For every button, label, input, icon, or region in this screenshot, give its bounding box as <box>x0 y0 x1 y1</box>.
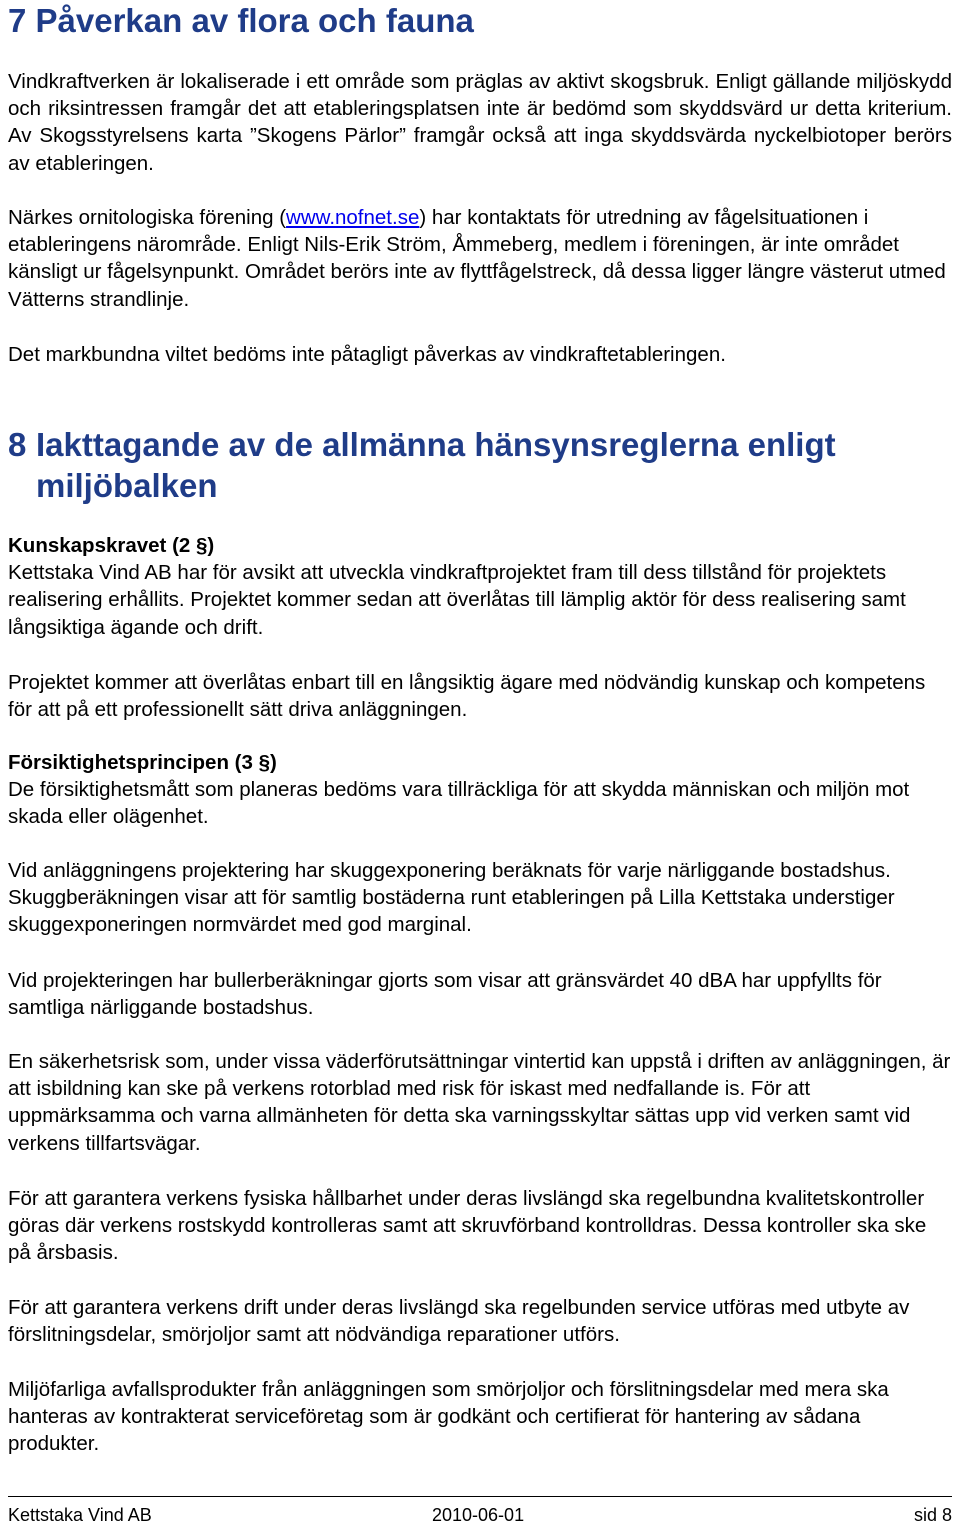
nofnet-link[interactable]: www.nofnet.se <box>286 206 420 229</box>
section-8-number: 8 <box>8 426 27 463</box>
section-8-title-line-1: Iakttagande av de allmänna hänsynsreglerna enligt <box>36 426 836 463</box>
paragraph-2-intro: Närkes ornitologiska förening ( <box>8 206 287 229</box>
iskast-paragraph: En säkerhetsrisk som, under vissa väderförutsättningar vintertid kan uppstå i driften av anläggningen, är att isbildning kan ske på verkens rotorblad med risk för iskast med nedfallande is. För att uppmärksamma och varna allmänheten för detta ska varningsskyltar sättas upp vid verken samt vid verkens tillfartsvägar. <box>8 1050 951 1155</box>
footer-page-number: sid 8 <box>913 1505 952 1525</box>
section-8-title-line-2: miljöbalken <box>36 467 218 504</box>
hallbarhet-paragraph: För att garantera verkens fysiska hållbarhet under deras livslängd ska regelbundna kvalitetskontroller göras där verkens rostskydd kontrolleras samt att skruvförband kontrolldras. Dessa kontroller ska ske på årsbasis. <box>8 1187 927 1265</box>
forsiktighetsprincipen-text: De försiktighetsmått som planeras bedöms vara tillräckliga för att skydda människan och miljön mot skada eller olägenhet. <box>8 778 910 829</box>
kunskapskravet-block <box>8 532 952 641</box>
skuggexponering-paragraph: Vid anläggningens projektering har skuggexponering beräknats för varje närliggande bostadshus. Skuggberäkningen visar att för samtlig bostäderna runt etableringen på Lilla Kettstaka understiger skuggexponeringen normvärdet med god marginal. <box>8 859 895 937</box>
footer-divider <box>8 1496 952 1497</box>
section-7-heading: 7 Påverkan av flora och fauna <box>8 2 474 39</box>
section-7-paragraph-1: Vindkraftverken är lokaliserade i ett område som präglas av aktivt skogsbruk. Enligt gällande miljöskydd och riksintressen framgår det att etableringsplatsen inte är bedömd som skyddsvärd ur detta kriterium. Av Skogsstyrelsens karta ”Skogens Pärlor” framgår också att inga skyddsvärda nyckelbiotoper berörs av etableringen. <box>8 70 952 175</box>
buller-paragraph: Vid projekteringen har bullerberäkningar gjorts som visar att gränsvärdet 40 dBA har uppfyllts för samtliga närliggande bostadshus. <box>8 969 882 1020</box>
kunskapskravet-text: Kettstaka Vind AB har för avsikt att utveckla vindkraftprojektet fram till dess tillstånd för projektets realisering erhållits. Projektet kommer sedan att överlåtas till lämplig aktör för dess realisering samt långsiktiga ägande och drift. <box>8 561 906 639</box>
service-paragraph: För att garantera verkens drift under deras livslängd ska regelbunden service utföras med utbyte av förslitningsdelar, smörjoljor samt att nödvändiga reparationer utförs. <box>8 1296 910 1347</box>
section-8-heading <box>8 424 836 506</box>
section-7-paragraph-2 <box>8 204 952 313</box>
kunskapskravet-paragraph-2: Projektet kommer att överlåtas enbart till en långsiktig ägare med nödvändig kunskap och kompetens för att på ett professionellt sätt driva anläggningen. <box>8 671 926 722</box>
paragraph-2-rest: ) har kontaktats för utredning av fågelsituationen i etableringens närområde. Enligt Nils-Erik Ström, Åmmeberg, medlem i föreningen, är inte området känsligt ur fågelsynpunkt. Området berörs inte av flyttfågelstreck, då dessa ligger längre västerut utmed Vätterns strandlinje. <box>8 206 946 311</box>
kunskapskravet-heading: Kunskapskravet (2 §) <box>8 534 215 557</box>
footer-company: Kettstaka Vind AB <box>8 1505 152 1525</box>
footer-date: 2010-06-01 <box>432 1505 525 1525</box>
avfall-paragraph: Miljöfarliga avfallsprodukter från anläggningen som smörjoljor och förslitningsdelar med mera ska hanteras av kontrakterat serviceföretag som är godkänt och certifierat för hantering av sådana produkter. <box>8 1378 889 1456</box>
forsiktighetsprincipen-heading: Försiktighetsprincipen (3 §) <box>8 751 277 774</box>
forsiktighetsprincipen-block <box>8 749 952 831</box>
section-7-paragraph-3: Det markbundna viltet bedöms inte påtagligt påverkas av vindkraftetableringen. <box>8 343 726 366</box>
